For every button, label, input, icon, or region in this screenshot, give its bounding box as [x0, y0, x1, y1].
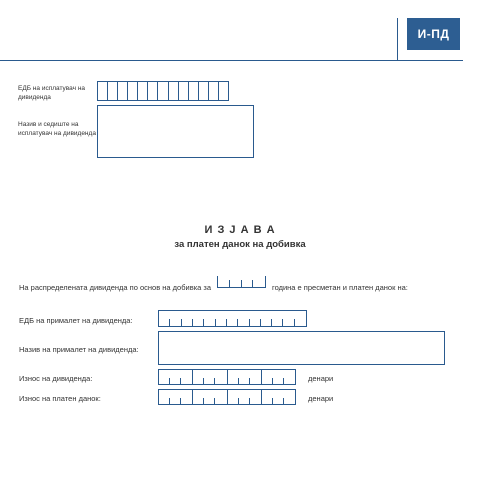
- digit-cell: [170, 370, 181, 384]
- edb-cell: [157, 82, 167, 100]
- digit-cell: [215, 370, 226, 384]
- year-cell: [242, 276, 254, 287]
- edb-cell: [117, 82, 127, 100]
- digit-cell: [273, 370, 284, 384]
- edb-cell: [238, 311, 249, 326]
- digit-cell: [228, 370, 239, 384]
- digit-cell: [273, 390, 284, 404]
- edb-cell: [147, 82, 157, 100]
- edb-cell: [216, 311, 227, 326]
- year-cell: [230, 276, 242, 287]
- header-divider-horizontal: [0, 60, 463, 61]
- payer-edb-label: ЕДБ на исплатувач на дивиденда: [18, 85, 86, 101]
- digit-cell: [204, 390, 215, 404]
- digit-cell: [193, 370, 204, 384]
- digit-cell: [181, 370, 192, 384]
- payer-name-label: Назив и седиштe на исплатувач на дивиденда: [18, 121, 96, 137]
- edb-cell: [127, 82, 137, 100]
- digit-group: [261, 390, 295, 404]
- statement-text-after: година е пресметан и платен данок на:: [272, 283, 408, 292]
- digit-cell: [262, 390, 273, 404]
- digit-cell: [228, 390, 239, 404]
- edb-cell: [261, 311, 272, 326]
- edb-cell: [188, 82, 198, 100]
- edb-cell: [178, 82, 188, 100]
- digit-cell: [284, 390, 295, 404]
- digit-group: [159, 370, 192, 384]
- edb-cell: [198, 82, 208, 100]
- digit-group: [227, 370, 261, 384]
- year-cell: [253, 276, 265, 287]
- digit-group: [227, 390, 261, 404]
- digit-group: [192, 390, 226, 404]
- tax-amount-field[interactable]: [158, 389, 296, 405]
- tax-currency: денари: [308, 394, 334, 403]
- digit-group: [261, 370, 295, 384]
- form-code-badge: И-ПД: [407, 18, 460, 50]
- profit-year-field[interactable]: [217, 276, 266, 288]
- edb-cell: [193, 311, 204, 326]
- payer-name-field[interactable]: [97, 105, 254, 158]
- digit-cell: [159, 390, 170, 404]
- recipient-name-label: Назив на прималет на дивиденда:: [19, 345, 139, 354]
- dividend-amount-field[interactable]: [158, 369, 296, 385]
- digit-cell: [170, 390, 181, 404]
- edb-cell: [107, 82, 117, 100]
- edb-cell: [168, 82, 178, 100]
- digit-cell: [159, 370, 170, 384]
- recipient-edb-label: ЕДБ на прималет на дивиденда:: [19, 316, 133, 325]
- digit-group: [192, 370, 226, 384]
- edb-cell: [204, 311, 215, 326]
- edb-cell: [137, 82, 147, 100]
- digit-cell: [193, 390, 204, 404]
- edb-cell: [227, 311, 238, 326]
- year-cell: [218, 276, 230, 287]
- digit-cell: [250, 390, 261, 404]
- edb-cell: [283, 311, 294, 326]
- digit-cell: [181, 390, 192, 404]
- digit-cell: [250, 370, 261, 384]
- edb-cell: [170, 311, 181, 326]
- edb-cell: [218, 82, 228, 100]
- header-divider-vertical: [397, 18, 398, 61]
- dividend-amount-label: Износ на дивиденда:: [19, 374, 93, 383]
- declaration-subtitle: за платен данок на добивка: [174, 239, 306, 250]
- digit-cell: [239, 390, 250, 404]
- recipient-name-field[interactable]: [158, 331, 445, 365]
- recipient-edb-field[interactable]: [158, 310, 307, 327]
- digit-cell: [262, 370, 273, 384]
- payer-edb-field[interactable]: [97, 81, 229, 101]
- digit-cell: [284, 370, 295, 384]
- digit-cell: [239, 370, 250, 384]
- digit-cell: [215, 390, 226, 404]
- edb-cell: [250, 311, 261, 326]
- statement-text-before: На распределената дивиденда по основ на добивка за: [19, 283, 212, 292]
- edb-cell: [182, 311, 193, 326]
- digit-cell: [204, 370, 215, 384]
- tax-amount-label: Износ на платен данок:: [19, 394, 101, 403]
- edb-cell: [98, 82, 107, 100]
- edb-cell: [159, 311, 170, 326]
- edb-cell: [272, 311, 283, 326]
- edb-cell: [208, 82, 218, 100]
- digit-group: [159, 390, 192, 404]
- edb-cell: [295, 311, 306, 326]
- dividend-currency: денари: [308, 374, 334, 383]
- declaration-title: И З Ј А В А: [204, 224, 276, 236]
